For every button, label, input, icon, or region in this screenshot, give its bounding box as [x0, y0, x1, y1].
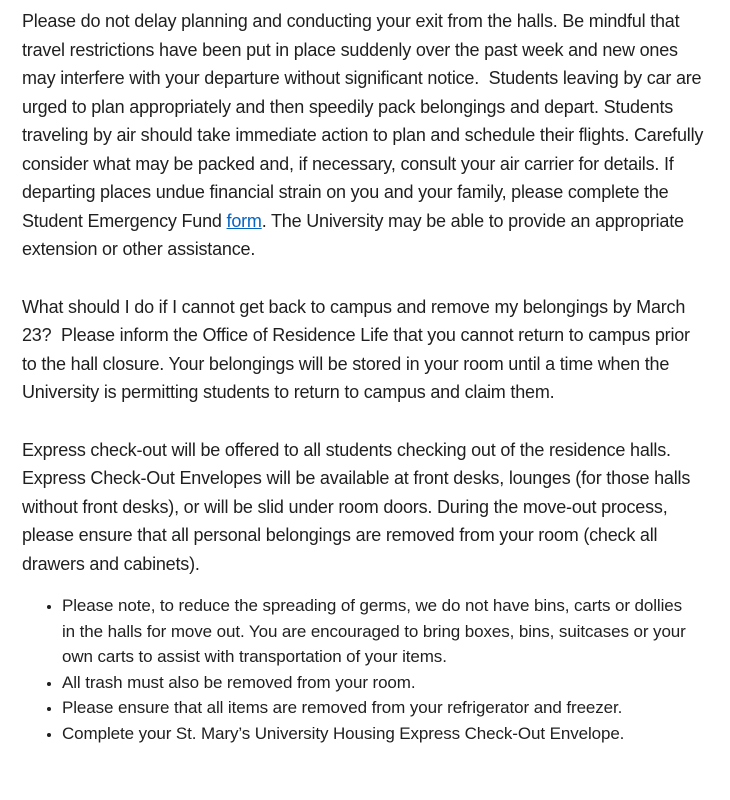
paragraph-exit-text-before-link: Please do not delay planning and conducting your exit from the halls. Be mindful that travel restrictions have been put in place suddenly over the past week and new ones may interfere with your departure without significant notice. Students leaving by car are urged to plan appropriately and then speedily pack belongings and depart. Students traveling by air should take immediate action to plan and schedule their flights. Carefully consider what may be packed and, if necessary, consult your air carrier for details. If departing places undue financial strain on you and your family, please complete the Student Emergency Fund: [22, 11, 708, 231]
list-item: • All trash must also be removed from your room.: [62, 670, 706, 696]
list-item: • Complete your St. Mary’s University Housing Express Check-Out Envelope.: [62, 721, 706, 747]
student-emergency-fund-form-link[interactable]: form: [226, 210, 262, 231]
move-out-checklist: [22, 593, 706, 746]
list-item: • Please note, to reduce the spreading of germs, we do not have bins, carts or dollies in the halls for move out. You are encouraged to bring boxes, bins, suitcases or your own carts to assist with transportation of your items.: [62, 593, 706, 670]
paragraph-cannot-return: What should I do if I cannot get back to campus and remove my belongings by March 23? Please inform the Office of Residence Life that you cannot return to campus prior to the hall closure. Your belongings will be stored in your room until a time when the University is permitting students to return to campus and claim them.: [22, 296, 695, 402]
paragraph-express-checkout: Express check-out will be offered to all students checking out of the residence halls. Express Check-Out Envelopes will be available at front desks, lounges (for those halls without front desks), or will be slid under room doors. During the move-out process, please ensure that all personal belongings are removed from your room (check all drawers and cabinets).: [22, 439, 695, 574]
paragraph-exit-instructions: [22, 7, 706, 264]
paragraph-exit-text-after-link: . The University may be able to provide an appropriate extension or other assistance.: [22, 210, 689, 259]
list-item: • Please ensure that all items are removed from your refrigerator and freezer.: [62, 695, 706, 721]
